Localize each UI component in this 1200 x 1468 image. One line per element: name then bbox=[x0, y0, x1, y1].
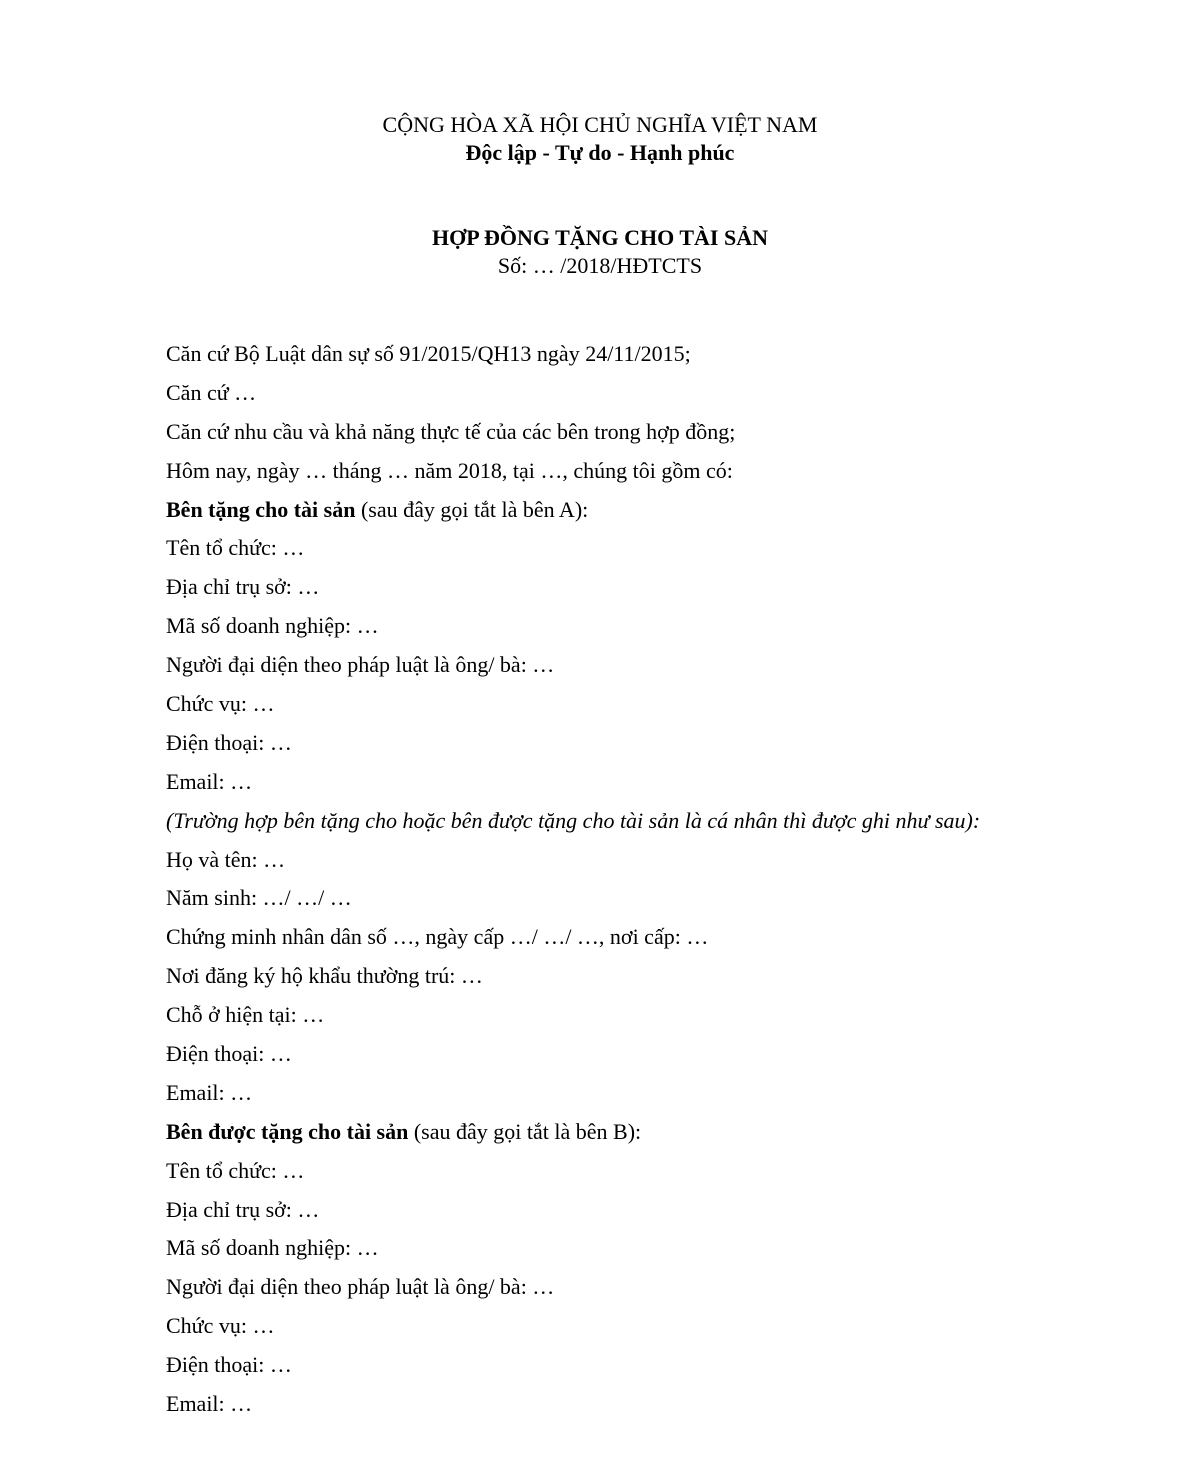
party-a-org-name: Tên tổ chức: … bbox=[166, 535, 305, 561]
party-b-email: Email: … bbox=[166, 1391, 253, 1417]
basis-other: Căn cứ … bbox=[166, 379, 257, 405]
party-b-position: Chức vụ: … bbox=[166, 1313, 275, 1339]
individual-birth-year: Năm sinh: …/ …/ … bbox=[166, 885, 352, 911]
party-a-heading bbox=[166, 493, 1166, 532]
party-a-heading-rest: (sau đây gọi tắt là bên A): bbox=[355, 496, 589, 522]
individual-current-residence: Chỗ ở hiện tại: … bbox=[166, 1002, 325, 1028]
party-b-representative: Người đại diện theo pháp luật là ông/ bà: … bbox=[166, 1274, 555, 1300]
basis-needs: Căn cứ nhu cầu và khả năng thực tế của các bên trong hợp đồng; bbox=[166, 418, 736, 444]
party-a-phone: Điện thoại: … bbox=[166, 729, 292, 755]
date-place-line: Hôm nay, ngày … tháng … năm 2018, tại …, chúng tôi gồm có: bbox=[166, 457, 733, 483]
basis-civil-code: Căn cứ Bộ Luật dân sự số 91/2015/QH13 ngày 24/11/2015; bbox=[166, 341, 691, 366]
individual-permanent-residence: Nơi đăng ký hộ khẩu thường trú: … bbox=[166, 963, 483, 989]
party-a-address: Địa chỉ trụ sở: … bbox=[166, 574, 320, 600]
individual-case-note: (Trường hợp bên tặng cho hoặc bên được tặng cho tài sản là cá nhân thì được ghi như sau): bbox=[166, 807, 981, 833]
individual-phone: Điện thoại: … bbox=[166, 1041, 292, 1067]
party-a-position: Chức vụ: … bbox=[166, 691, 275, 717]
individual-id-card: Chứng minh nhân dân số …, ngày cấp …/ …/ …, nơi cấp: … bbox=[166, 924, 709, 950]
document-title: HỢP ĐỒNG TẶNG CHO TÀI SẢN bbox=[432, 225, 768, 250]
document-body bbox=[166, 337, 1166, 1426]
national-name: CỘNG HÒA XÃ HỘI CHỦ NGHĨA VIỆT NAM bbox=[382, 112, 818, 137]
party-b-heading bbox=[166, 1115, 1166, 1154]
individual-email: Email: … bbox=[166, 1079, 253, 1105]
party-a-representative: Người đại diện theo pháp luật là ông/ bà: … bbox=[166, 652, 555, 678]
party-b-heading-bold: Bên được tặng cho tài sản bbox=[166, 1118, 409, 1144]
party-b-business-code: Mã số doanh nghiệp: … bbox=[166, 1235, 379, 1261]
party-a-business-code: Mã số doanh nghiệp: … bbox=[166, 613, 379, 639]
party-b-org-name: Tên tổ chức: … bbox=[166, 1157, 305, 1183]
party-a-heading-bold: Bên tặng cho tài sản bbox=[166, 496, 356, 522]
party-a-email: Email: … bbox=[166, 768, 253, 794]
national-motto: Độc lập - Tự do - Hạnh phúc bbox=[465, 140, 735, 165]
party-b-heading-rest: (sau đây gọi tắt là bên B): bbox=[408, 1118, 642, 1144]
document-number: Số: … /2018/HĐTCTS bbox=[497, 253, 703, 278]
party-b-phone: Điện thoại: … bbox=[166, 1352, 292, 1378]
individual-full-name: Họ và tên: … bbox=[166, 846, 286, 872]
party-b-address: Địa chỉ trụ sở: … bbox=[166, 1196, 320, 1222]
